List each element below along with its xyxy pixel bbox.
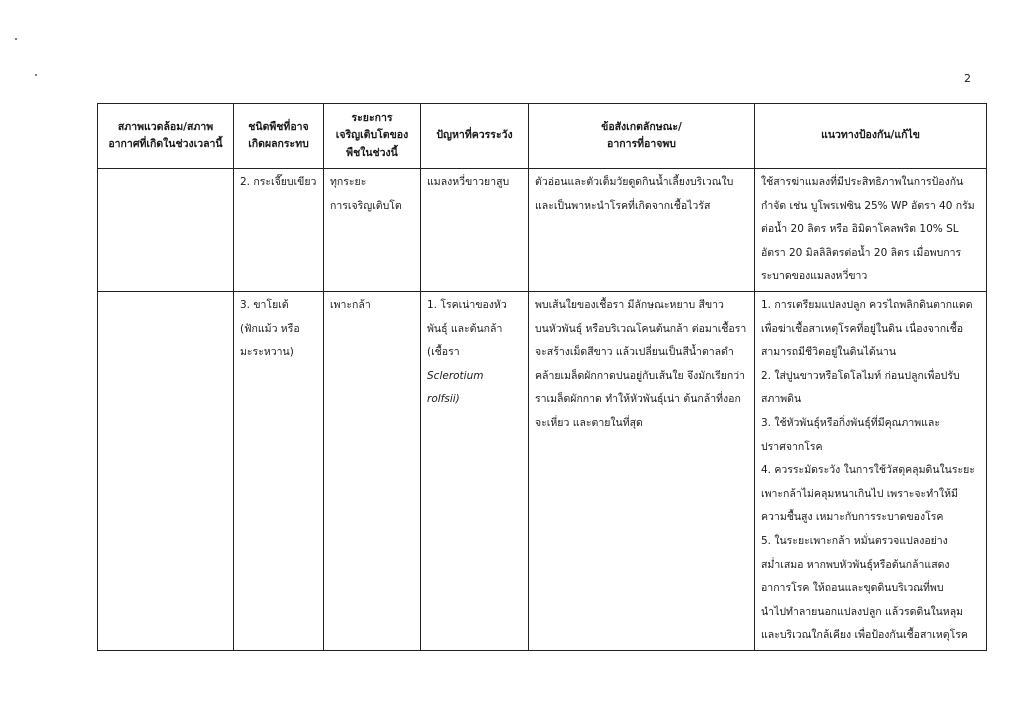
header-crop: ชนิดพืชที่อาจ เกิดผลกระทบ: [234, 104, 324, 169]
header-problem: ปัญหาที่ควรระวัง: [421, 104, 529, 169]
cell-environment: [98, 169, 234, 292]
cell-environment: [98, 291, 234, 650]
table-row: [98, 169, 987, 292]
scan-mark: [35, 74, 37, 76]
header-environment: สภาพแวดล้อม/สภาพ อากาศที่เกิดในช่วงเวลานี้: [98, 104, 234, 169]
cell-symptoms: ตัวอ่อนและตัวเต็มวัยดูดกินน้ำเลี้ยงบริเวณใบ และเป็นพาหะนำโรคที่เกิดจากเชื้อไวรัส: [529, 169, 755, 292]
header-growth-stage: ระยะการ เจริญเติบโตของ พืชในช่วงนี้: [324, 104, 421, 169]
cell-symptoms: พบเส้นใยของเชื้อรา มีลักษณะหยาบ สีขาว บนหัวพันธุ์ หรือบริเวณโคนต้นกล้า ต่อมาเชื้อรา จะสร้างเม็ดสีขาว แล้วเปลี่ยนเป็นสีน้ำตาลดำ คล้ายเมล็ดผักกาดปนอยู่กับเส้นใย จึงมักเรียกว่า ราเมล็ดผักกาด ทำให้หัวพันธุ์เน่า ต้นกล้าที่งอก จะเหี่ยว และตายในที่สุด: [529, 291, 755, 650]
header-symptoms: ข้อสังเกตลักษณะ/ อาการที่อาจพบ: [529, 104, 755, 169]
cell-growth-stage: เพาะกล้า: [324, 291, 421, 650]
table-row: [98, 291, 987, 650]
cell-problem: แมลงหวี่ขาวยาสูบ: [421, 169, 529, 292]
cell-growth-stage: ทุกระยะ การเจริญเติบโต: [324, 169, 421, 292]
table-header-row: [98, 104, 987, 169]
scan-mark: [15, 38, 17, 40]
pest-guidance-table: [97, 103, 987, 651]
cell-problem: 1. โรคเน่าของหัว พันธุ์ และต้นกล้า (เชื้อรา Sclerotium rolfsii): [421, 291, 529, 650]
page-number: 2: [964, 72, 971, 85]
header-prevention: แนวทางป้องกัน/แก้ไข: [755, 104, 987, 169]
cell-crop: 2. กระเจี๊ยบเขียว: [234, 169, 324, 292]
cell-crop: 3. ขาโยเต้ (ฟักแม้ว หรือ มะระหวาน): [234, 291, 324, 650]
cell-prevention: ใช้สารฆ่าแมลงที่มีประสิทธิภาพในการป้องกัน กำจัด เช่น บูโพรเฟซิน 25% WP อัตรา 40 กรัม ต่อน้ำ 20 ลิตร หรือ อิมิดาโคลพริด 10% SL อัตรา 20 มิลลิลิตรต่อน้ำ 20 ลิตร เมื่อพบการ ระบาดของแมลงหวี่ขาว: [755, 169, 987, 292]
cell-prevention: 1. การเตรียมแปลงปลูก ควรไถพลิกดินตากแดด เพื่อฆ่าเชื้อสาเหตุโรคที่อยู่ในดิน เนื่องจากเชื้อ สามารถมีชีวิตอยู่ในดินได้นาน 2. ใส่ปูนขาวหรือโดโลไมท์ ก่อนปลูกเพื่อปรับ สภาพดิน 3. ใช้หัวพันธุ์หรือกิ่งพันธุ์ที่มีคุณภาพและ ปราศจากโรค 4. ควรระมัดระวัง ในการใช้วัสดุคลุมดินในระยะ เพาะกล้าไม่คลุมหนาเกินไป เพราะจะทำให้มี ความชื้นสูง เหมาะกับการระบาดของโรค 5. ในระยะเพาะกล้า หมั่นตรวจแปลงอย่าง สม่ำเสมอ หากพบหัวพันธุ์หรือต้นกล้าแสดง อาการโรค ให้ถอนและขุดดินบริเวณที่พบ นำไปทำลายนอกแปลงปลูก แล้วรดดินในหลุม และบริเวณใกล้เคียง เพื่อป้องกันเชื้อสาเหตุโรค: [755, 291, 987, 650]
